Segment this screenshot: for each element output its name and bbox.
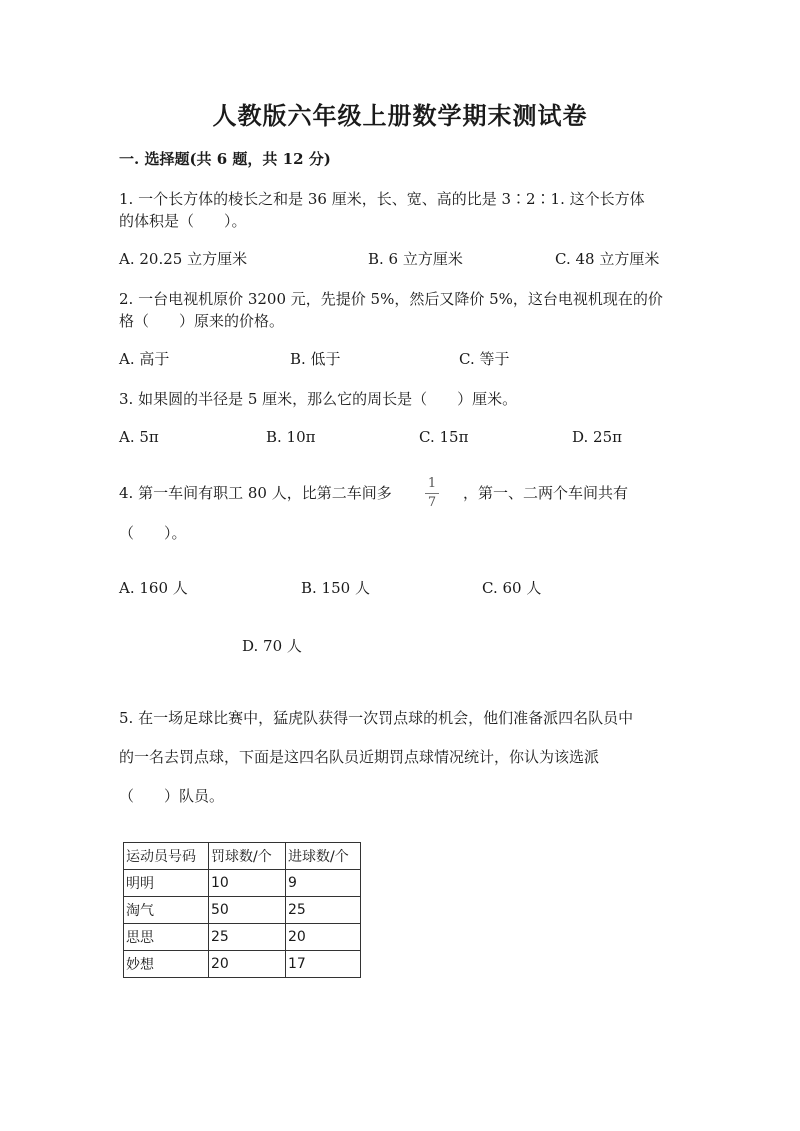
question-4-option-d: D. 70 人: [242, 637, 302, 655]
table-row: [124, 951, 361, 978]
table-header-cell: 罚球数/个: [209, 843, 286, 870]
table-cell: 25: [286, 897, 361, 924]
table-cell: 25: [209, 924, 286, 951]
table-cell: 思思: [124, 924, 209, 951]
table-cell: 9: [286, 870, 361, 897]
question-3-option-b: B. 10π: [266, 428, 316, 446]
question-4-option-b: B. 150 人: [301, 579, 370, 597]
fraction-one-seventh: [425, 476, 439, 511]
question-3-line-1: 3. 如果圆的半径是 5 厘米，那么它的周长是（ ）厘米。: [119, 390, 518, 408]
question-1-line-1: 1. 一个长方体的棱长之和是 36 厘米，长、宽、高的比是 3∶2∶1. 这个长方体: [119, 190, 645, 208]
table-header-cell: 运动员号码: [124, 843, 209, 870]
question-1-option-a: A. 20.25 立方厘米: [119, 250, 248, 268]
question-3-option-d: D. 25π: [572, 428, 622, 446]
question-4-line-1-end: ，第一、二两个车间共有: [463, 484, 629, 502]
question-3-option-a: A. 5π: [119, 428, 159, 446]
question-4-option-c: C. 60 人: [482, 579, 542, 597]
fraction-denominator: 7: [427, 495, 437, 510]
question-4-line-2: （ ）。: [119, 524, 187, 542]
question-4-line-1-start: 4. 第一车间有职工 80 人，比第二车间多: [119, 484, 392, 502]
table-cell: 淘气: [124, 897, 209, 924]
table-row: [124, 924, 361, 951]
question-2-option-a: A. 高于: [119, 350, 170, 368]
question-4-option-a: A. 160 人: [119, 579, 188, 597]
page-title: 人教版六年级上册数学期末测试卷: [212, 101, 588, 130]
table-cell: 妙想: [124, 951, 209, 978]
question-5-line-2: 的一名去罚点球，下面是这四名队员近期罚点球情况统计，你认为该选派: [119, 748, 600, 766]
question-3-option-c: C. 15π: [419, 428, 469, 446]
table-cell: 10: [209, 870, 286, 897]
question-2-option-c: C. 等于: [459, 350, 510, 368]
table-header-cell: 进球数/个: [286, 843, 361, 870]
table-header-row: [124, 843, 361, 870]
table-row: [124, 897, 361, 924]
question-5-line-1: 5. 在一场足球比赛中，猛虎队获得一次罚点球的机会，他们准备派四名队员中: [119, 709, 634, 727]
table-cell: 17: [286, 951, 361, 978]
question-2-line-1: 2. 一台电视机原价 3200 元，先提价 5%，然后又降价 5%，这台电视机现在的价: [119, 290, 663, 308]
question-1-option-c: C. 48 立方厘米: [555, 250, 660, 268]
penalty-stats-table: [123, 842, 361, 978]
table-cell: 50: [209, 897, 286, 924]
table-cell: 20: [286, 924, 361, 951]
table-row: [124, 870, 361, 897]
question-5-line-3: （ ）队员。: [119, 787, 225, 805]
table-cell: 20: [209, 951, 286, 978]
question-2-option-b: B. 低于: [290, 350, 341, 368]
question-2-line-2: 格（ ）原来的价格。: [119, 312, 285, 330]
section-heading: 一. 选择题(共 6 题，共 12 分): [119, 150, 331, 168]
table-cell: 明明: [124, 870, 209, 897]
question-1-option-b: B. 6 立方厘米: [368, 250, 463, 268]
question-1-line-2: 的体积是（ ）。: [119, 212, 247, 230]
fraction-numerator: 1: [427, 476, 437, 491]
fraction-bar: [425, 493, 439, 494]
